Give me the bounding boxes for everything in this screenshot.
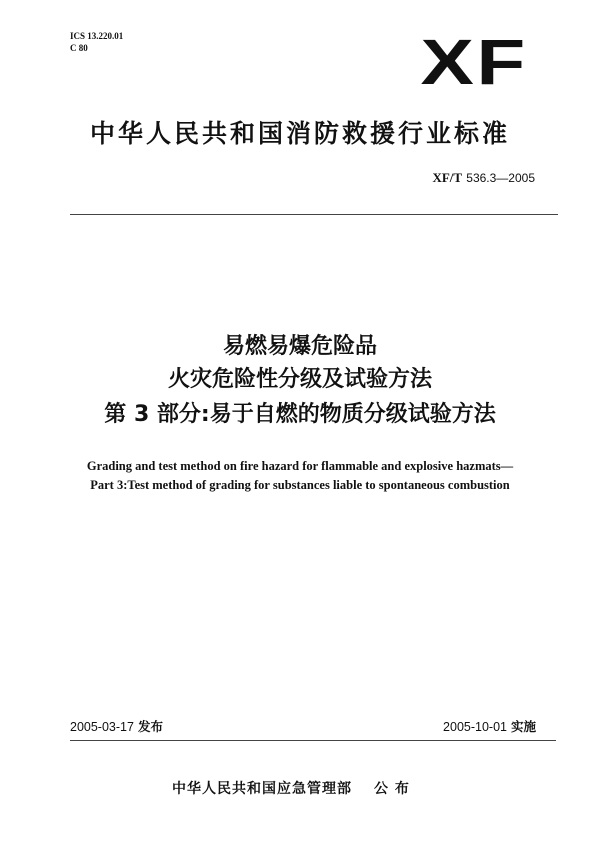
issuer-name: 中华人民共和国应急管理部 bbox=[172, 781, 352, 797]
org-title: 中华人民共和国消防救援行业标准 bbox=[89, 119, 510, 148]
publish-label: 发布 bbox=[137, 719, 163, 734]
publish-date-value: 2005-03-17 bbox=[70, 720, 134, 734]
ics-code: ICS 13.220.01 bbox=[70, 31, 124, 41]
standard-code-number: 536.3—2005 bbox=[466, 171, 535, 185]
classification-codes bbox=[70, 30, 123, 54]
ccs-code: C 80 bbox=[70, 43, 88, 53]
title-line-2: 火灾危险性分级及试验方法 bbox=[167, 367, 432, 392]
implement-date bbox=[443, 717, 536, 735]
title-line-3: 第 3 部分:易于自燃的物质分级试验方法 bbox=[104, 402, 496, 427]
bottom-divider bbox=[70, 740, 556, 741]
implement-date-value: 2005-10-01 bbox=[443, 720, 507, 734]
english-title-line-1: Grading and test method on fire hazard for flammable and explosive hazmats— bbox=[86, 459, 514, 473]
xf-logo: XF bbox=[420, 26, 528, 98]
standard-code-prefix: XF/T bbox=[432, 170, 463, 185]
top-divider bbox=[70, 214, 558, 215]
title-line-1: 易燃易爆危险品 bbox=[222, 334, 377, 359]
implement-label: 实施 bbox=[510, 719, 536, 734]
standard-code bbox=[432, 170, 535, 186]
english-title-line-2: Part 3:Test method of grading for substances liable to spontaneous combustion bbox=[90, 478, 510, 492]
publish-date bbox=[70, 717, 163, 735]
issuer bbox=[172, 778, 410, 798]
issuer-action: 公 布 bbox=[374, 781, 410, 797]
